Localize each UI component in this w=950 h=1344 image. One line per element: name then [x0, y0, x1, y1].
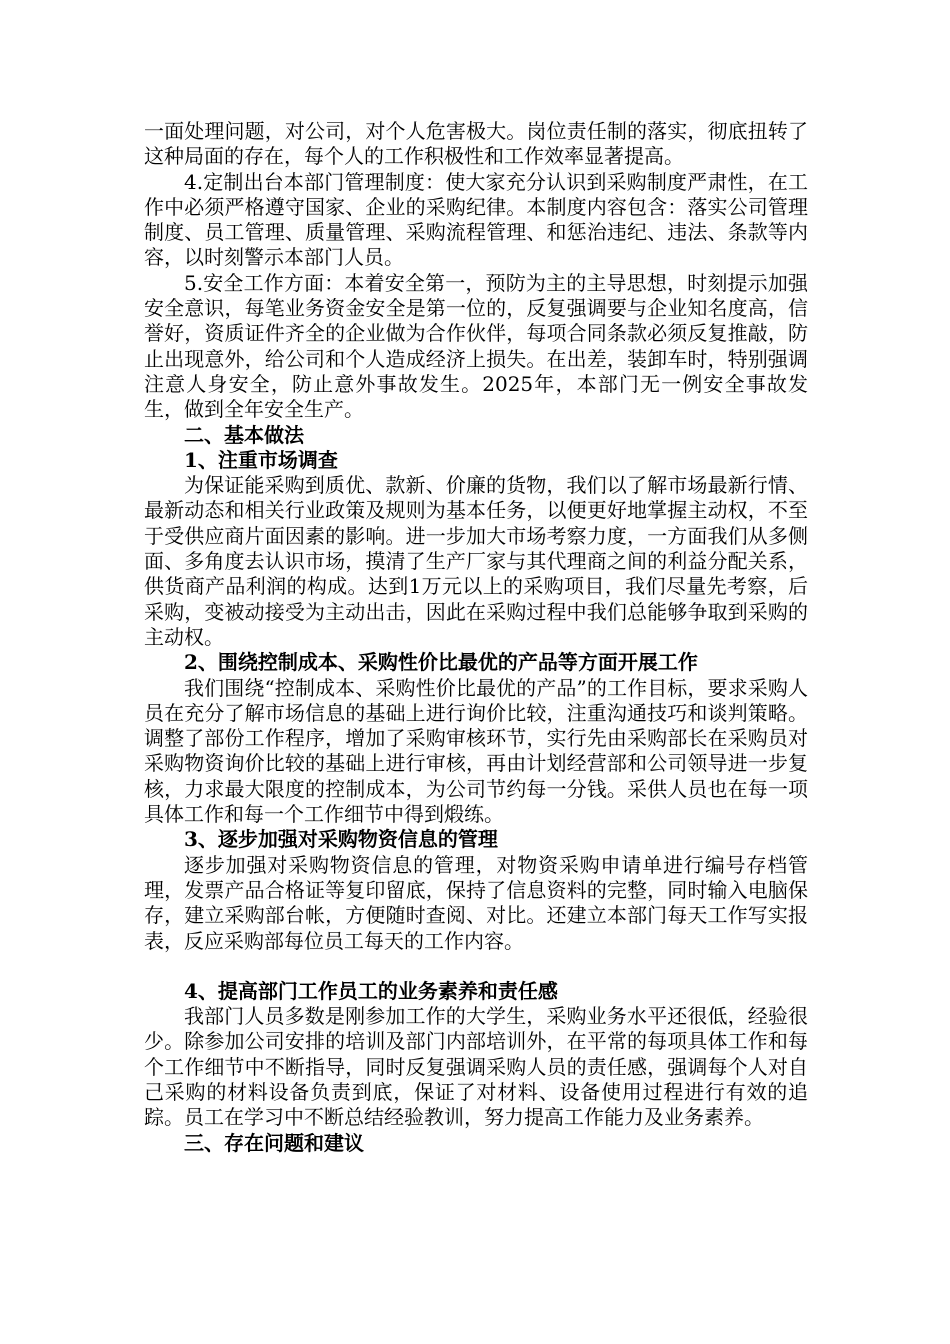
subheading-information-management: 3、逐步加强对采购物资信息的管理 — [184, 827, 498, 852]
section-heading-basic-practices: 二、基本做法 — [184, 422, 304, 447]
subheading-market-research: 1、注重市场调查 — [184, 447, 338, 472]
section-heading-problems-suggestions: 三、存在问题和建议 — [184, 1130, 364, 1155]
blank-line — [144, 954, 808, 979]
paragraph-safety-work: 5.安全工作方面：本着安全第一，预防为主的主导思想，时刻提示加强安全意识，每笔业务资金安全是第一位的，反复强调要与企业知名度高，信誉好，资质证件齐全的企业做为合作伙伴，每项合同条款必须反复推敲，防止出现意外，给公司和个人造成经济上损失。在出差，装卸车时，特别强调注意人身安全，防止意外事故发生。2025年，本部门无一例安全事故发生，做到全年安全生产。 — [144, 270, 808, 422]
paragraph-staff-quality: 我部门人员多数是刚参加工作的大学生，采购业务水平还很低，经验很少。除参加公司安排的培训及部门内部培训外，在平常的每项具体工作和每个工作细节中不断指导，同时反复强调采购人员的责任感，强调每个人对自己采购的材料设备负责到底，保证了对材料、设备使用过程进行有效的追踪。员工在学习中不断总结经验教训，努力提高工作能力及业务素养。 — [144, 1004, 808, 1130]
subheading-staff-quality: 4、提高部门工作员工的业务素养和责任感 — [184, 978, 558, 1003]
paragraph-continuation: 一面处理问题，对公司，对个人危害极大。岗位责任制的落实，彻底扭转了这种局面的存在，每个人的工作积极性和工作效率显著提高。 — [144, 119, 808, 169]
subheading-cost-control: 2、围绕控制成本、采购性价比最优的产品等方面开展工作 — [184, 650, 698, 675]
paragraph-market-research: 为保证能采购到质优、款新、价廉的货物，我们以了解市场最新行情、最新动态和相关行业政策及规则为基本任务，以便更好地掌握主动权，不至于受供应商片面因素的影响。进一步加大市场考察力度，一方面我们从多侧面、多角度去认识市场，摸清了生产厂家与其代理商之间的利益分配关系，供货商产品利润的构成。达到1万元以上的采购项目，我们尽量先考察，后采购，变被动接受为主动出击，因此在采购过程中我们总能够争取到采购的主动权。 — [144, 473, 808, 649]
document-body — [144, 119, 808, 1156]
paragraph-cost-control: 我们围绕“控制成本、采购性价比最优的产品”的工作目标，要求采购人员在充分了解市场信息的基础上进行询价比较，注重沟通技巧和谈判策略。调整了部份工作程序，增加了采购审核环节，实行先由采购部长在采购员对采购物资询价比较的基础上进行审核，再由计划经营部和公司领导进一步复核，力求最大限度的控制成本，为公司节约每一分钱。采供人员也在每一项具体工作和每一个工作细节中得到煅练。 — [144, 675, 808, 827]
paragraph-management-system: 4.定制出台本部门管理制度：使大家充分认识到采购制度严肃性，在工作中必须严格遵守国家、企业的采购纪律。本制度内容包含：落实公司管理制度、员工管理、质量管理、采购流程管理、和惩治违纪、违法、条款等内容，以时刻警示本部门人员。 — [144, 169, 808, 270]
paragraph-information-management: 逐步加强对采购物资信息的管理，对物资采购申请单进行编号存档管理，发票产品合格证等复印留底，保持了信息资料的完整，同时输入电脑保存，建立采购部台帐，方便随时查阅、对比。还建立本部门每天工作写实报表，反应采购部每位员工每天的工作内容。 — [144, 852, 808, 953]
